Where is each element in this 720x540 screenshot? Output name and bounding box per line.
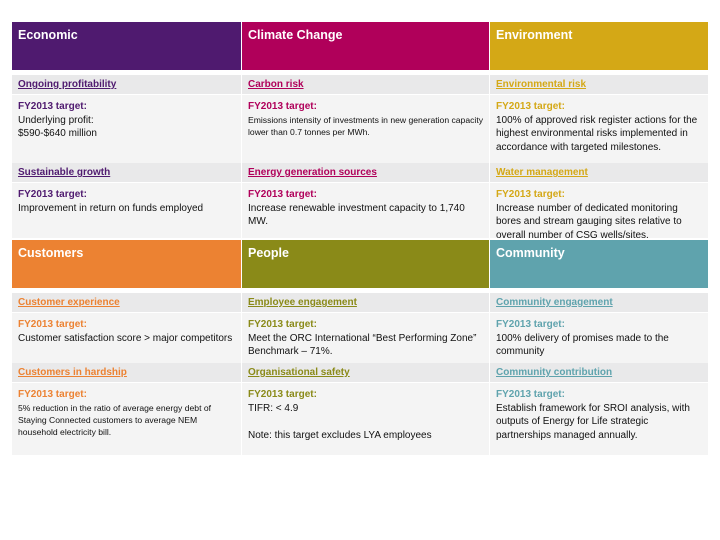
section-title-row xyxy=(12,75,708,95)
title-environmental-risk: Environmental risk xyxy=(490,75,708,95)
target-text: Underlying profit: $590-$640 million xyxy=(18,114,97,139)
section-body-row xyxy=(12,313,708,363)
target-label: FY2013 target: xyxy=(18,189,87,200)
target-label: FY2013 target: xyxy=(496,189,565,200)
target-text: Meet the ORC International “Best Performing Zone” Benchmark – 71%. xyxy=(248,332,477,357)
target-label: FY2013 target: xyxy=(18,319,87,330)
target-text: Establish framework for SROI analysis, with outputs of Energy for Life strategic partnerships managed annually. xyxy=(496,402,690,441)
header-customers: Customers xyxy=(12,240,242,288)
target-text: Increase renewable investment capacity to 1,740 MW. xyxy=(248,202,465,227)
title-organisational-safety: Organisational safety xyxy=(242,363,490,383)
target-label: FY2013 target: xyxy=(248,189,317,200)
target-text: Improvement in return on funds employed xyxy=(18,202,204,214)
header-economic: Economic xyxy=(12,22,242,70)
target-label: FY2013 target: xyxy=(496,101,565,112)
header-environment: Environment xyxy=(490,22,708,70)
target-label: FY2013 target: xyxy=(18,101,87,112)
target-text: Emissions intensity of investments in new generation capacity lower than 0.7 tonnes per MWh. xyxy=(248,114,484,137)
target-customer-experience xyxy=(12,313,242,363)
target-community-contribution xyxy=(490,383,708,455)
section-title-row xyxy=(12,363,708,383)
target-water-management xyxy=(490,183,708,241)
section-title-row xyxy=(12,293,708,313)
section-body-row xyxy=(12,95,708,163)
target-text: Customer satisfaction score > major competitors xyxy=(18,332,233,344)
target-organisational-safety xyxy=(242,383,490,455)
target-community-engagement xyxy=(490,313,708,363)
header-climate-change: Climate Change xyxy=(242,22,490,70)
title-customer-experience: Customer experience xyxy=(12,293,242,313)
title-employee-engagement: Employee engagement xyxy=(242,293,490,313)
title-customers-in-hardship: Customers in hardship xyxy=(12,363,242,383)
title-energy-generation-sources: Energy generation sources xyxy=(242,163,490,183)
target-label: FY2013 target: xyxy=(248,101,317,112)
header-people: People xyxy=(242,240,490,288)
title-carbon-risk: Carbon risk xyxy=(242,75,490,95)
target-employee-engagement xyxy=(242,313,490,363)
header-community: Community xyxy=(490,240,708,288)
target-label: FY2013 target: xyxy=(496,319,565,330)
section-title-row xyxy=(12,163,708,183)
title-ongoing-profitability: Ongoing profitability xyxy=(12,75,242,95)
target-carbon-risk xyxy=(242,95,490,163)
title-community-contribution: Community contribution xyxy=(490,363,708,383)
sustainability-targets-table xyxy=(12,22,708,455)
header-row-1 xyxy=(12,22,708,75)
title-community-engagement: Community engagement xyxy=(490,293,708,313)
target-label: FY2013 target: xyxy=(248,319,317,330)
target-text: TIFR: < 4.9 Note: this target excludes LYA employees xyxy=(248,402,432,441)
section-body-row xyxy=(12,183,708,241)
target-energy-generation-sources xyxy=(242,183,490,238)
section-body-row xyxy=(12,383,708,455)
target-text: 100% of approved risk register actions for the highest environmental risks implemented in accordance with targeted milestones. xyxy=(496,114,698,153)
target-sustainable-growth xyxy=(12,183,242,238)
target-label: FY2013 target: xyxy=(18,389,87,400)
target-environmental-risk xyxy=(490,95,708,163)
target-label: FY2013 target: xyxy=(496,389,565,400)
title-water-management: Water management xyxy=(490,163,708,183)
target-customers-in-hardship xyxy=(12,383,242,455)
target-text: Increase number of dedicated monitoring bores and stream gauging sites relative to overall number of CSG wells/sites. xyxy=(496,202,682,241)
header-row-2 xyxy=(12,240,708,293)
target-text: 100% delivery of promises made to the community xyxy=(496,332,669,357)
target-ongoing-profitability xyxy=(12,95,242,163)
target-label: FY2013 target: xyxy=(248,389,317,400)
target-text: 5% reduction in the ratio of average energy debt of Staying Connected customers to average NEM household electricity bill. xyxy=(18,402,212,437)
title-sustainable-growth: Sustainable growth xyxy=(12,163,242,183)
